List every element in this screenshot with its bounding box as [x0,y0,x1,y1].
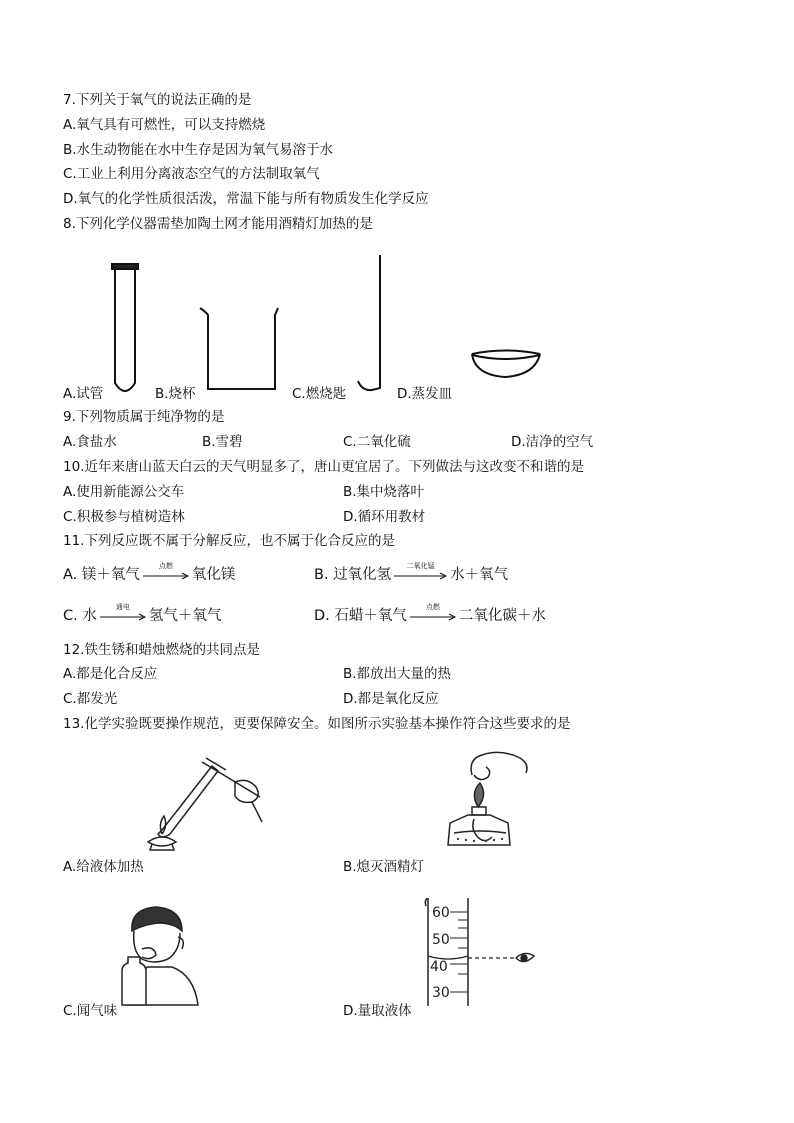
q11-b-products: 水＋氧气 [450,567,509,583]
q11-a-condition: 点燃 [158,562,173,570]
heating-liquid-figure [140,752,270,852]
q11-option-d [314,603,546,625]
q11-d-condition: 点燃 [425,603,440,611]
q13-option-d: D.量取液体 [343,1003,412,1019]
q11-a-products: 氧化镁 [191,567,236,583]
q13-stem: 13.化学实验既要操作规范，更要保障安全。如图所示实验基本操作符合这些要求的是 [63,716,571,732]
q12-stem: 12.铁生锈和蜡烛燃烧的共同点是 [63,642,260,658]
q8-stem: 8.下列化学仪器需垫加陶土网才能用酒精灯加热的是 [63,216,373,232]
cylinder-tick-40: 40 [430,959,448,975]
cylinder-tick-60: 60 [432,905,450,921]
q8-option-b: B.烧杯 [155,386,196,402]
q11-b-reactants: 过氧化氢 [333,567,392,583]
q9-option-a: A.食盐水 [63,434,117,450]
q8-option-a: A.试管 [63,386,104,402]
q9-option-b: B.雪碧 [202,434,243,450]
q10-option-a: A.使用新能源公交车 [63,484,185,500]
q11-option-b [314,562,509,584]
q9-stem: 9.下列物质属于纯净物的是 [63,409,225,425]
extinguish-lamp-figure [430,745,540,857]
q11-option-a [63,562,236,584]
eye-icon [516,953,534,961]
evaporating-dish-icon [472,351,540,378]
reaction-arrow-icon [409,603,457,625]
q11-c-products: 氢气＋氧气 [148,608,222,624]
reaction-arrow-icon [99,603,147,625]
smelling-gas-figure [112,905,208,1009]
q12-option-b: B.都放出大量的热 [343,666,452,682]
q13-option-a: A.给液体加热 [63,859,144,875]
q13-option-b: B.熄灭酒精灯 [343,859,425,875]
q11-stem: 11.下列反应既不属于分解反应，也不属于化合反应的是 [63,533,395,549]
q10-option-b: B.集中烧落叶 [343,484,425,500]
q10-stem: 10.近年来唐山蓝天白云的天气明显多了，唐山更宜居了。下列做法与这改变不和谐的是 [63,459,584,475]
q11-option-c [63,603,222,625]
cylinder-tick-30: 30 [432,985,450,1001]
q12-option-c: C.都发光 [63,691,118,707]
q12-option-d: D.都是氧化反应 [343,691,439,707]
test-tube-icon [112,264,138,391]
combustion-spoon-icon [358,255,380,390]
q11-b-condition: 二氧化锰 [406,562,435,570]
q8-apparatus-figure [100,255,560,400]
q10-option-d: D.循环用教材 [343,509,426,525]
q8-option-c: C.燃烧匙 [292,386,347,402]
q9-option-c: C.二氧化硫 [343,434,411,450]
q13-option-c: C.闻气味 [63,1003,118,1019]
graduated-cylinder-figure [420,898,545,1008]
beaker-icon [200,308,278,389]
q11-a-label: A. [63,567,78,583]
q7-option-a: A.氧气具有可燃性，可以支持燃烧 [63,117,266,133]
q11-d-reactants: 石蜡＋氧气 [334,608,407,624]
q8-option-d: D.蒸发皿 [397,386,453,402]
q12-option-a: A.都是化合反应 [63,666,158,682]
q7-option-d: D.氧气的化学性质很活泼，常温下能与所有物质发生化学反应 [63,191,429,207]
q7-option-b: B.水生动物能在水中生存是因为氧气易溶于水 [63,142,334,158]
q11-c-label: C. [63,608,78,624]
q11-a-reactants: 镁＋氧气 [81,567,140,583]
q11-d-products: 二氧化碳＋水 [458,608,546,624]
q10-option-c: C.积极参与植树造林 [63,509,185,525]
q11-c-condition: 通电 [115,603,130,611]
cylinder-tick-50: 50 [432,932,450,948]
q11-b-label: B. [314,567,329,583]
reaction-arrow-icon [142,562,190,584]
q7-stem: 7.下列关于氧气的说法正确的是 [63,92,252,108]
q7-option-c: C.工业上利用分离液态空气的方法制取氧气 [63,166,320,182]
q11-c-reactants: 水 [82,608,97,624]
q9-option-d: D.洁净的空气 [511,434,594,450]
q11-d-label: D. [314,608,330,624]
reaction-arrow-icon [393,562,448,584]
